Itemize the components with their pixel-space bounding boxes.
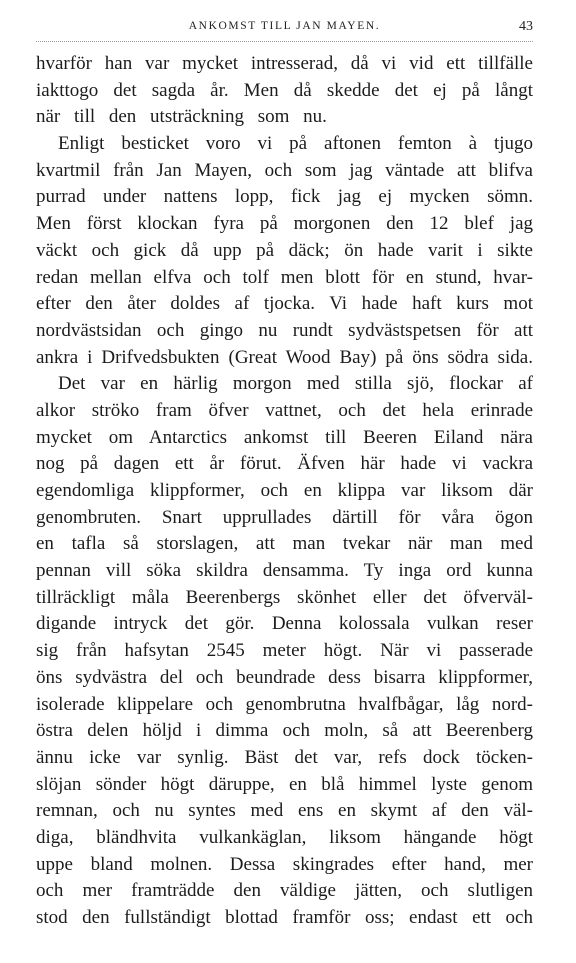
- text-line: och mer framträdde den väldige jätten, och slutligen: [36, 880, 533, 902]
- text-line: diga, bländhvita vulkankäglan, liksom hängande högt: [36, 826, 533, 848]
- text-line: östra delen höljd i dimma och moln, så att Beerenberg: [36, 720, 533, 742]
- body-text: [36, 51, 533, 932]
- text-line: tillräckligt måla Beerenbergs skönhet eller det öfverväl-: [36, 586, 533, 608]
- header-rule: [36, 41, 533, 42]
- text-line: slöjan sönder högt däruppe, en blå himmel lyste genom: [36, 773, 533, 795]
- text-line: isolerade klippelare och genombrutna hvalfbågar, låg nord-: [36, 693, 533, 715]
- text-line: genombruten. Snart upprullades därtill för våra ögon: [36, 506, 533, 528]
- text-line: ännu icke var synlig. Bäst det var, refs dock töcken-: [36, 746, 533, 768]
- text-line: hvarför han var mycket intresserad, då vi vid ett tillfälle: [36, 53, 533, 74]
- text-line: efter den åter doldes af tjocka. Vi hade haft kurs mot: [36, 293, 533, 315]
- text-line: egendomliga klippformer, och en klippa var liksom där: [36, 480, 533, 501]
- text-line: öns sydvästra del och beundrade dess bisarra klippformer,: [36, 666, 533, 688]
- text-line: stod den fullständigt blottad framför oss; endast ett och: [36, 907, 533, 928]
- running-title: ANKOMST TILL JAN MAYEN.: [188, 20, 381, 32]
- text-line: väckt och gick då upp på däck; ön hade varit i sikte: [36, 239, 533, 261]
- text-line: sig från hafsytan 2545 meter högt. När vi passerade: [36, 640, 533, 662]
- text-line: redan mellan elfva och tolf men blott för en stund, hvar-: [36, 266, 533, 288]
- page-number: 43: [519, 19, 533, 34]
- text-line: Det var en härlig morgon med stilla sjö, flockar af: [58, 373, 533, 395]
- text-line: purrad under nattens lopp, fick jag ej mycken sömn.: [36, 186, 533, 208]
- text-line: nordvästsidan och gingo nu rundt sydvästspetsen för att: [36, 319, 533, 341]
- text-line: mycket om Antarctics ankomst till Beeren Eiland nära: [36, 426, 533, 448]
- text-line: en tafla så storslagen, att man tvekar när man med: [36, 533, 533, 555]
- text-line: Enligt besticket voro vi på aftonen femton à tjugo: [58, 133, 533, 155]
- text-line: uppe bland molnen. Dessa skingrades efter hand, mer: [36, 853, 533, 875]
- text-line: pennan vill söka skildra densamma. Ty inga ord kunna: [36, 560, 533, 582]
- running-head: [36, 20, 533, 40]
- text-line: Men först klockan fyra på morgonen den 12 blef jag: [36, 213, 533, 235]
- text-line: nog på dagen ett år förut. Äfven här hade vi vackra: [36, 453, 533, 475]
- text-line: remnan, och nu syntes med ens en skymt af den väl-: [36, 800, 533, 822]
- text-line: alkor ströko fram öfver vattnet, och det hela erinrade: [36, 399, 533, 421]
- text-line: digande intryck det gör. Denna kolossala vulkan reser: [36, 613, 533, 635]
- text-line: när till den utsträckning som nu.: [36, 106, 327, 128]
- text-line: kvartmil från Jan Mayen, och som jag väntade att blifva: [36, 159, 533, 181]
- text-line: ankra i Drifvedsbukten (Great Wood Bay) på öns södra sida.: [36, 346, 533, 368]
- text-line: iakttogo det sagda år. Men då skedde det ej på långt: [36, 79, 533, 101]
